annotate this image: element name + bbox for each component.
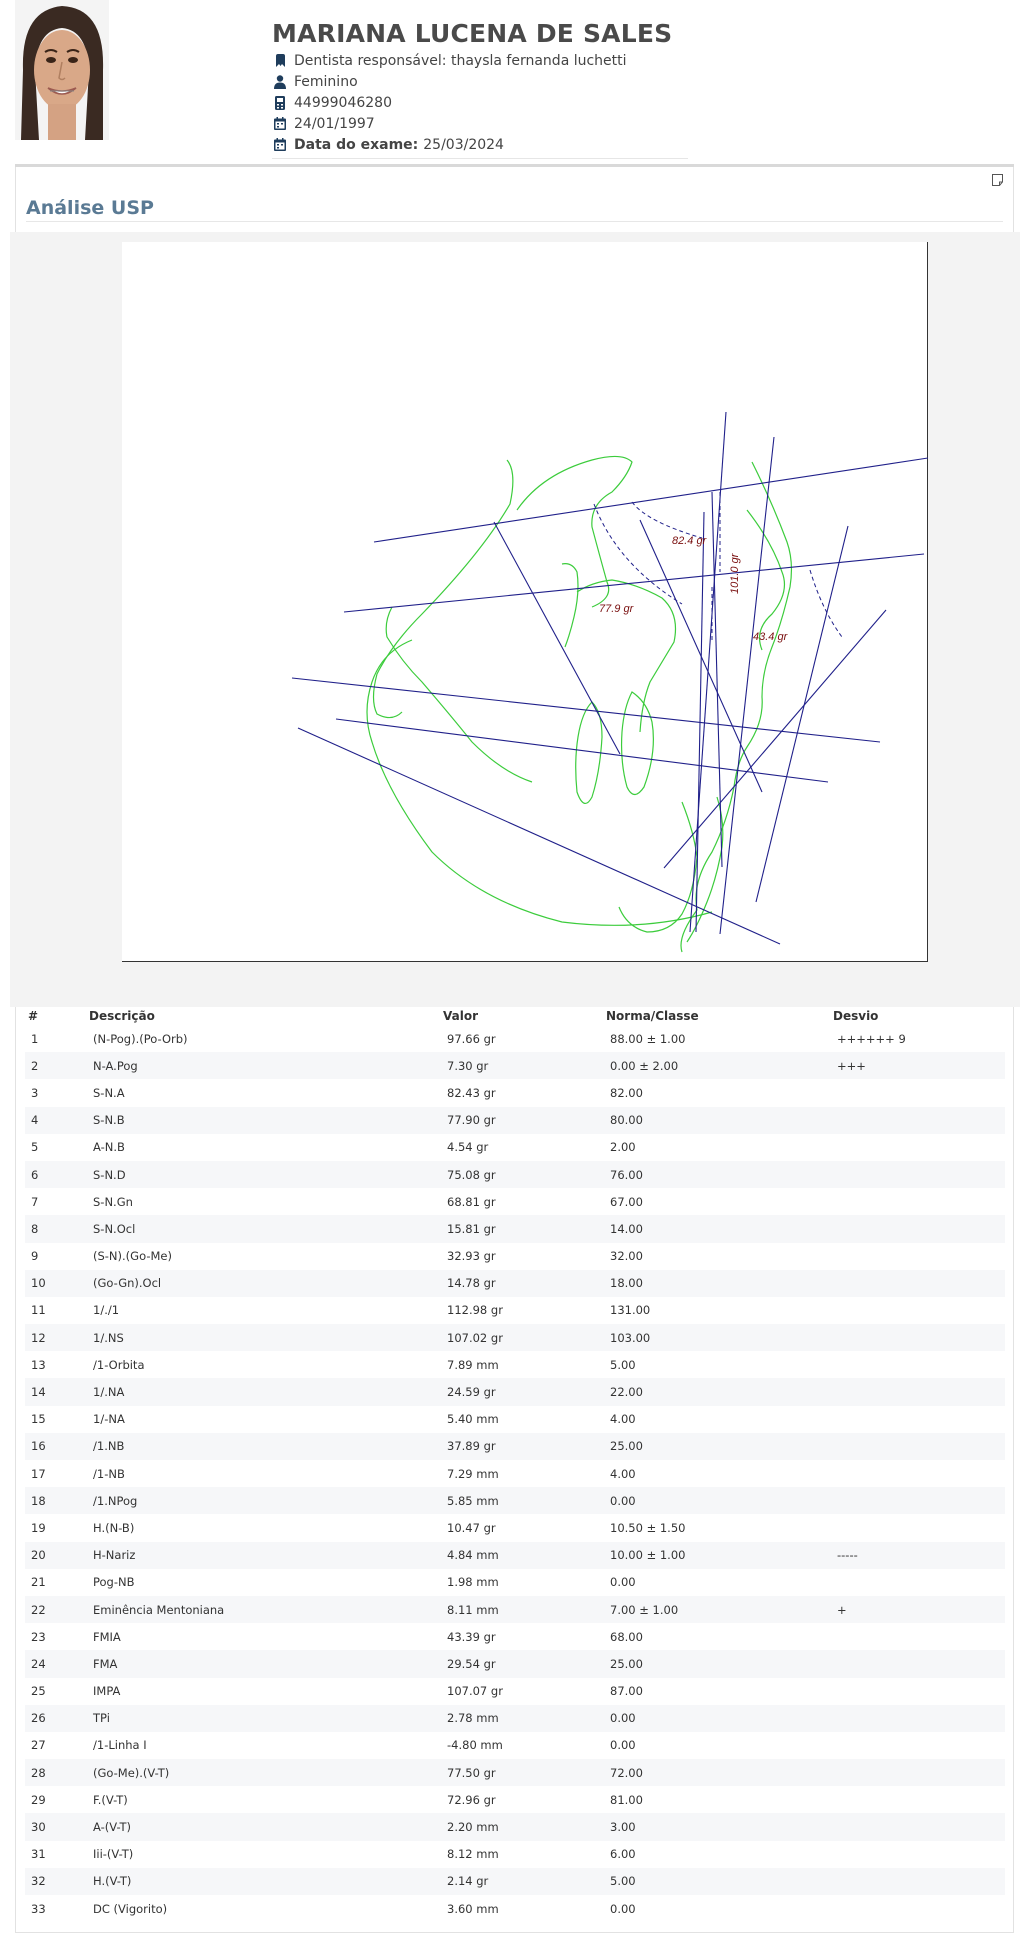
arc-snb <box>594 504 682 604</box>
cell-dev <box>833 1243 1005 1270</box>
measurements-table <box>25 1007 1005 1922</box>
cell-norm: 5.00 <box>606 1868 833 1895</box>
table-row <box>25 1052 1005 1079</box>
cell-dev <box>833 1107 1005 1134</box>
cell-value: 15.81 gr <box>443 1215 606 1242</box>
cell-num: 5 <box>31 1140 39 1155</box>
table-row <box>25 1514 1005 1541</box>
cell-value: 10.47 gr <box>447 1520 496 1535</box>
cell-value: 2.78 mm <box>443 1705 606 1732</box>
cell-desc: (S-N).(Go-Me) <box>93 1249 172 1264</box>
cell-desc: Iii-(V-T) <box>93 1847 134 1862</box>
cell-norm: 4.00 <box>610 1466 636 1481</box>
cell-desc: Eminência Mentoniana <box>89 1596 443 1623</box>
cell-num: 31 <box>31 1847 46 1862</box>
cell-norm: 25.00 <box>606 1650 833 1677</box>
cell-num: 10 <box>25 1270 89 1297</box>
cell-value: 32.93 gr <box>447 1249 496 1264</box>
cell-dev: + <box>833 1596 1005 1623</box>
note-icon[interactable] <box>992 173 1003 185</box>
cell-value: 107.02 gr <box>443 1324 606 1351</box>
cell-dev <box>833 1406 1005 1433</box>
cell-num: 24 <box>25 1650 89 1677</box>
cell-desc: 1/.NA <box>89 1378 443 1405</box>
cell-desc: Pog-NB <box>93 1575 135 1590</box>
ramus-contour <box>386 607 532 782</box>
table-row <box>25 1596 1005 1623</box>
cell-dev <box>833 1297 1005 1324</box>
cell-value: 2.14 gr <box>443 1868 606 1895</box>
col-header-num: # <box>28 1009 39 1023</box>
cell-desc: FMA <box>89 1650 443 1677</box>
cell-num: 1 <box>31 1031 39 1046</box>
table-header-row <box>25 1007 1005 1025</box>
cell-dev <box>833 1813 1005 1840</box>
patient-info <box>272 18 688 159</box>
cell-norm: 80.00 <box>606 1107 833 1134</box>
cell-num: 21 <box>31 1575 46 1590</box>
table-row <box>25 1650 1005 1677</box>
cell-desc: S-N.Gn <box>93 1194 133 1209</box>
table-row <box>25 1460 1005 1487</box>
cell-num: 7 <box>31 1194 39 1209</box>
angle-label-101: 101.0 gr <box>729 553 741 594</box>
cell-norm: 67.00 <box>610 1194 643 1209</box>
cell-num: 3 <box>31 1085 39 1100</box>
cell-value: 77.50 gr <box>443 1759 606 1786</box>
section-title: Análise USP <box>26 197 154 219</box>
col-header-desc: Descrição <box>89 1009 155 1023</box>
cell-norm: 81.00 <box>610 1792 643 1807</box>
info-divider <box>272 158 688 159</box>
calendar-icon <box>274 138 286 152</box>
table-row <box>25 1569 1005 1596</box>
dentist-name: thaysla fernanda luchetti <box>450 52 627 69</box>
cell-dev <box>833 1351 1005 1378</box>
col-header-dev: Desvio <box>833 1009 879 1023</box>
angle-labels <box>599 535 789 643</box>
cell-desc: S-N.B <box>89 1107 443 1134</box>
cell-value: 8.11 mm <box>443 1596 606 1623</box>
cell-num: 8 <box>25 1215 89 1242</box>
cell-norm: 131.00 <box>610 1303 651 1318</box>
table-row <box>25 1868 1005 1895</box>
cell-num: 27 <box>31 1738 46 1753</box>
cell-dev <box>833 1841 1005 1868</box>
table-row <box>25 1433 1005 1460</box>
cell-norm: 0.00 <box>606 1705 833 1732</box>
cell-norm: 5.00 <box>610 1357 636 1372</box>
table-row <box>25 1841 1005 1868</box>
table-row <box>25 1623 1005 1650</box>
cell-norm: 0.00 ± 2.00 <box>606 1052 833 1079</box>
mandible-contour <box>619 802 697 932</box>
cell-value: 2.20 mm <box>443 1813 606 1840</box>
orbit-contour <box>562 564 578 647</box>
cell-value: 7.89 mm <box>447 1357 499 1372</box>
cell-dev <box>833 1079 1005 1106</box>
table-row <box>25 1378 1005 1405</box>
cell-value: 43.39 gr <box>447 1629 496 1644</box>
cell-dev <box>833 1759 1005 1786</box>
angle-label-sna: 82.4 gr <box>672 535 707 547</box>
col-header-val: Valor <box>443 1009 479 1023</box>
arc-sna <box>632 502 702 538</box>
cell-dev <box>833 1460 1005 1487</box>
cell-num: 17 <box>31 1466 46 1481</box>
cell-value: 75.08 gr <box>443 1161 606 1188</box>
table-row <box>25 1542 1005 1569</box>
cell-num: 20 <box>25 1542 89 1569</box>
cell-value: 1.98 mm <box>447 1575 499 1590</box>
cell-value: 24.59 gr <box>443 1378 606 1405</box>
table-row <box>25 1243 1005 1270</box>
cell-value: -4.80 mm <box>447 1738 503 1753</box>
table-row <box>25 1324 1005 1351</box>
cell-norm: 88.00 ± 1.00 <box>610 1031 686 1046</box>
cell-value: 82.43 gr <box>447 1085 496 1100</box>
cell-norm: 22.00 <box>606 1378 833 1405</box>
cell-desc: /1-NB <box>93 1466 125 1481</box>
cell-num: 33 <box>31 1901 46 1916</box>
cell-value: 4.54 gr <box>447 1140 489 1155</box>
cell-num: 13 <box>31 1357 46 1372</box>
cell-num: 6 <box>25 1161 89 1188</box>
cell-dev <box>833 1732 1005 1759</box>
cell-norm: 72.00 <box>606 1759 833 1786</box>
cell-num: 32 <box>25 1868 89 1895</box>
table-row <box>25 1406 1005 1433</box>
arc-fmia <box>810 570 842 637</box>
cell-value: 112.98 gr <box>447 1303 503 1318</box>
cell-dev <box>833 1487 1005 1514</box>
cell-dev <box>833 1161 1005 1188</box>
cell-value: 72.96 gr <box>447 1792 496 1807</box>
table-row <box>25 1786 1005 1813</box>
cell-dev <box>833 1569 1005 1596</box>
exam-row <box>272 134 688 155</box>
tracing-svg <box>122 242 928 962</box>
cell-num: 12 <box>25 1324 89 1351</box>
cell-norm: 32.00 <box>610 1249 643 1264</box>
table-row <box>25 1678 1005 1705</box>
calendar-icon <box>274 117 286 131</box>
cell-desc: H.(N-B) <box>93 1520 135 1535</box>
cell-dev <box>833 1270 1005 1297</box>
cell-desc: /1-Orbita <box>93 1357 145 1372</box>
cell-norm: 103.00 <box>606 1324 833 1351</box>
cell-value: 14.78 gr <box>443 1270 606 1297</box>
cell-value: 5.85 mm <box>443 1487 606 1514</box>
cell-desc: FMIA <box>93 1629 121 1644</box>
fh-line <box>344 554 924 612</box>
cephalometric-tracing-area <box>10 232 1020 1007</box>
cell-norm: 10.50 ± 1.50 <box>610 1520 686 1535</box>
cell-num: 18 <box>25 1487 89 1514</box>
dentist-row <box>272 50 688 71</box>
table-row <box>25 1270 1005 1297</box>
cell-norm: 2.00 <box>610 1140 636 1155</box>
cell-dev <box>833 1623 1005 1650</box>
cell-num: 14 <box>25 1378 89 1405</box>
cell-norm: 0.00 <box>606 1487 833 1514</box>
cell-norm: 87.00 <box>610 1684 643 1699</box>
cell-desc: (N-Pog).(Po-Orb) <box>93 1031 188 1046</box>
measurements-table-wrap <box>25 1007 1005 1922</box>
mandibular-line <box>298 728 780 944</box>
cell-desc: S-N.Ocl <box>89 1215 443 1242</box>
cell-norm: 7.00 ± 1.00 <box>606 1596 833 1623</box>
table-row <box>25 1297 1005 1324</box>
angle-label-fmia: 43.4 gr <box>753 631 788 643</box>
y-axis-line <box>756 526 848 902</box>
cell-desc: 1/./1 <box>93 1303 120 1318</box>
cell-dev <box>833 1650 1005 1677</box>
cell-norm: 14.00 <box>606 1215 833 1242</box>
na-line <box>494 522 620 754</box>
cell-desc: F.(V-T) <box>93 1792 128 1807</box>
cell-dev <box>833 1868 1005 1895</box>
table-row <box>25 1759 1005 1786</box>
cell-desc: (Go-Me).(V-T) <box>89 1759 443 1786</box>
cranial-base-contour <box>374 460 513 718</box>
exam-date: 25/03/2024 <box>423 136 504 153</box>
cell-num: 26 <box>25 1705 89 1732</box>
cell-norm: 18.00 <box>606 1270 833 1297</box>
cell-desc: IMPA <box>93 1684 121 1699</box>
table-row <box>25 1813 1005 1840</box>
cell-desc: (Go-Gn).Ocl <box>89 1270 443 1297</box>
cell-desc: S-N.A <box>93 1085 125 1100</box>
cell-dev <box>833 1514 1005 1541</box>
table-row <box>25 1895 1005 1922</box>
cell-num: 4 <box>25 1107 89 1134</box>
cell-value: 97.66 gr <box>447 1031 496 1046</box>
cell-norm: 82.00 <box>610 1085 643 1100</box>
table-row <box>25 1351 1005 1378</box>
patient-gender: Feminino <box>294 73 358 90</box>
table-row <box>25 1161 1005 1188</box>
cell-num: 11 <box>31 1303 46 1318</box>
tooth-icon <box>274 54 286 68</box>
cell-dev <box>833 1215 1005 1242</box>
cell-desc: A-(V-T) <box>89 1813 443 1840</box>
tooth-upper-contour <box>622 692 654 795</box>
cell-desc: H-Nariz <box>89 1542 443 1569</box>
cell-norm: 10.00 ± 1.00 <box>606 1542 833 1569</box>
section-divider <box>26 221 1003 222</box>
table-row <box>25 1215 1005 1242</box>
cell-dev <box>833 1188 1005 1215</box>
table-row <box>25 1705 1005 1732</box>
cell-desc: H.(V-T) <box>89 1868 443 1895</box>
patient-birth-date: 24/01/1997 <box>294 115 375 132</box>
cell-value: 8.12 mm <box>447 1847 499 1862</box>
cell-desc: 1/-NA <box>93 1412 125 1427</box>
table-row <box>25 1025 1005 1052</box>
table-row <box>25 1107 1005 1134</box>
cell-norm: 68.00 <box>610 1629 643 1644</box>
cell-num: 22 <box>25 1596 89 1623</box>
cell-value: 4.84 mm <box>443 1542 606 1569</box>
phone-icon <box>274 96 286 110</box>
cell-dev <box>833 1378 1005 1405</box>
col-header-norm: Norma/Classe <box>606 1009 699 1023</box>
sn-line <box>374 458 928 542</box>
cell-value: 68.81 gr <box>447 1194 496 1209</box>
phone-row <box>272 92 688 113</box>
cell-dev <box>833 1786 1005 1813</box>
cell-value: 37.89 gr <box>443 1433 606 1460</box>
cell-dev <box>833 1433 1005 1460</box>
table-row <box>25 1134 1005 1161</box>
cell-norm: 0.00 <box>610 1901 636 1916</box>
patient-header <box>0 0 1024 160</box>
angle-arcs <box>594 492 842 642</box>
gender-row <box>272 71 688 92</box>
exam-label: Data do exame: <box>294 136 419 153</box>
anatomical-contours <box>367 456 791 952</box>
table-row <box>25 1487 1005 1514</box>
cell-dev <box>833 1705 1005 1732</box>
cell-desc: A-N.B <box>93 1140 125 1155</box>
chin-contour <box>687 797 723 942</box>
table-row <box>25 1188 1005 1215</box>
cell-value: 3.60 mm <box>447 1901 499 1916</box>
cell-norm: 3.00 <box>606 1813 833 1840</box>
cell-norm: 0.00 <box>610 1575 636 1590</box>
table-row <box>25 1079 1005 1106</box>
cell-num: 2 <box>25 1052 89 1079</box>
cell-norm: 0.00 <box>610 1738 636 1753</box>
cell-num: 23 <box>31 1629 46 1644</box>
cell-desc: /1-Linha I <box>93 1738 147 1753</box>
cell-dev <box>833 1134 1005 1161</box>
cell-norm: 6.00 <box>610 1847 636 1862</box>
dentist-label: Dentista responsável: <box>294 52 447 69</box>
cell-num: 25 <box>31 1684 46 1699</box>
cell-value: 77.90 gr <box>443 1107 606 1134</box>
cell-dev <box>833 1324 1005 1351</box>
cell-desc: S-N.D <box>89 1161 443 1188</box>
cell-value: 7.30 gr <box>443 1052 606 1079</box>
cell-num: 15 <box>31 1412 46 1427</box>
cell-desc: 1/.NS <box>89 1324 443 1351</box>
cell-num: 19 <box>31 1520 46 1535</box>
cell-desc: DC (Vigorito) <box>93 1901 168 1916</box>
cell-value: 5.40 mm <box>447 1412 499 1427</box>
cell-norm: 4.00 <box>610 1412 636 1427</box>
patient-phone: 44999046280 <box>294 94 392 111</box>
cell-norm: 76.00 <box>606 1161 833 1188</box>
cell-desc: N-A.Pog <box>89 1052 443 1079</box>
cell-value: 29.54 gr <box>443 1650 606 1677</box>
cell-num: 16 <box>25 1433 89 1460</box>
cell-num: 9 <box>31 1249 39 1264</box>
cell-value: 107.07 gr <box>447 1684 503 1699</box>
angle-label-snb: 77.9 gr <box>599 603 634 615</box>
cell-num: 28 <box>25 1759 89 1786</box>
cell-dev: +++ <box>833 1052 1005 1079</box>
cell-num: 29 <box>31 1792 46 1807</box>
cell-desc: /1.NPog <box>89 1487 443 1514</box>
cell-num: 30 <box>25 1813 89 1840</box>
user-icon <box>274 75 286 89</box>
cell-dev: ++++++ 9 <box>837 1031 906 1046</box>
palatal-line <box>292 678 880 742</box>
birth-row <box>272 113 688 134</box>
cell-norm: 25.00 <box>606 1433 833 1460</box>
patient-photo <box>15 0 109 140</box>
cephalometric-tracing <box>122 242 928 962</box>
table-row <box>25 1732 1005 1759</box>
table-body <box>25 1025 1005 1922</box>
cell-dev <box>833 1678 1005 1705</box>
reference-lines <box>292 412 928 944</box>
cell-dev: ----- <box>833 1542 1005 1569</box>
cell-value: 7.29 mm <box>447 1466 499 1481</box>
patient-face-image <box>15 0 109 140</box>
patient-name: MARIANA LUCENA DE SALES <box>272 19 673 48</box>
cell-dev <box>833 1895 1005 1922</box>
cell-desc: /1.NB <box>89 1433 443 1460</box>
cell-desc: TPi <box>89 1705 443 1732</box>
